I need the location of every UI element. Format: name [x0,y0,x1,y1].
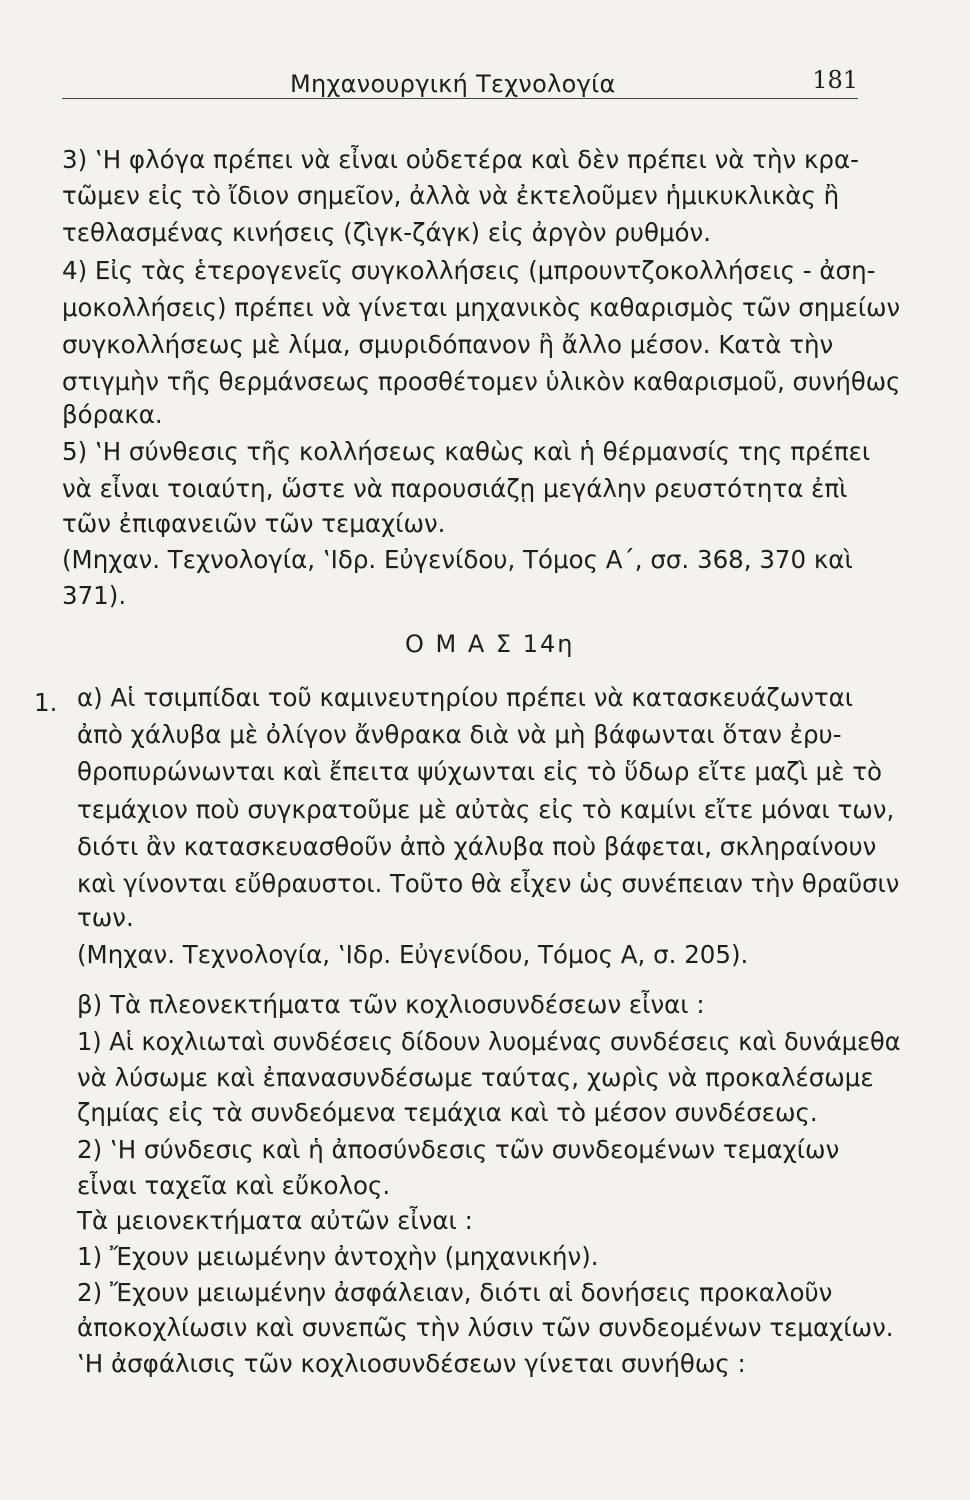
citation-line: (Μηχαν. Τεχνολογία, ‛Ιδρ. Εὐγενίδου, Τόμος Α΄, σσ. 368, 370 καὶ [62,545,853,574]
running-title: Μηχανουργική Τεχνολογία [290,70,616,98]
text-line: 4) Εἰς τὰς ἑτερογενεῖς συγκολλήσεις (μπρουντζοκολλήσεις - ἀση- [62,256,876,285]
text-line: 3) ‛Η φλόγα πρέπει νὰ εἶναι οὐδετέρα καὶ δὲν πρέπει νὰ τὴν κρα- [62,145,859,174]
text-line: συγκολλήσεως μὲ λίμα, σμυριδόπανον ἢ ἄλλο μέσον. Κατὰ τὴν [62,330,834,359]
text-line: τεθλασμένας κινήσεις (ζὶγκ-ζάγκ) εἰς ἀργὸν ρυθμόν. [62,218,712,247]
citation-line: (Μηχαν. Τεχνολογία, ‛Ιδρ. Εὐγενίδου, Τόμος Α, σ. 205). [77,940,749,969]
text-line: νὰ εἶναι τοιαύτη, ὥστε νὰ παρουσιάζῃ μεγάλην ρευστότητα ἐπὶ [62,474,848,503]
text-line: εἶναι ταχεῖα καὶ εὔκολος. [77,1171,391,1200]
text-line: καὶ γίνονται εὔθραυστοι. Τοῦτο θὰ εἶχεν ὡς συνέπειαν τὴν θραῦσιν [77,869,900,898]
text-line: ‛Η ἀσφάλισις τῶν κοχλιοσυνδέσεων γίνεται συνήθως : [77,1349,746,1378]
text-line: θροπυρώνωνται καὶ ἔπειτα ψύχωνται εἰς τὸ ὕδωρ εἴτε μαζὶ μὲ τὸ [77,757,883,786]
text-line: μοκολλήσεις) πρέπει νὰ γίνεται μηχανικὸς καθαρισμὸς τῶν σημείων [62,293,901,322]
text-line: 2) ‛Η σύνδεσις καὶ ἡ ἀποσύνδεσις τῶν συνδεομένων τεμαχίων [77,1135,840,1164]
text-line: ἀπὸ χάλυβα μὲ ὀλίγον ἄνθρακα διὰ νὰ μὴ βάφωνται ὅταν ἐρυ- [77,720,842,749]
text-line: των. [77,903,134,932]
item-number: 1. [34,688,58,717]
text-line: 2) Ἔχουν μειωμένην ἀσφάλειαν, διότι αἱ δονήσεις προκαλοῦν [77,1278,833,1307]
section-heading: Ο Μ Α Σ 14η [405,630,575,658]
text-line: βόρακα. [62,400,163,429]
text-line: τῶν ἐπιφανειῶν τῶν τεμαχίων. [62,509,446,538]
text-line: β) Τὰ πλεονεκτήματα τῶν κοχλιοσυνδέσεων εἶναι : [77,990,705,1019]
text-line: νὰ λύσωμε καὶ ἐπανασυνδέσωμε ταύτας, χωρὶς νὰ προκαλέσωμε [77,1063,874,1092]
text-line: ζημίας εἰς τὰ συνδεόμενα τεμάχια καὶ τὸ μέσον συνδέσεως. [77,1098,818,1127]
text-line: ἀποκοχλίωσιν καὶ συνεπῶς τὴν λύσιν τῶν συνδεομένων τεμαχίων. [77,1313,894,1342]
text-line: Τὰ μειονεκτήματα αὐτῶν εἶναι : [77,1206,473,1235]
text-line: τῶμεν εἰς τὸ ἴδιον σημεῖον, ἀλλὰ νὰ ἐκτελοῦμεν ἡμικυκλικὰς ἢ [62,181,840,210]
citation-line: 371). [62,581,127,610]
text-line: 1) Ἔχουν μειωμένην ἀντοχὴν (μηχανικήν). [77,1242,599,1271]
text-line: 5) ‛Η σύνθεσις τῆς κολλήσεως καθὼς καὶ ἡ θέρμανσίς της πρέπει [62,437,871,466]
page-number: 181 [812,66,858,94]
text-line: στιγμὴν τῆς θερμάνσεως προσθέτομεν ὑλικὸν καθαρισμοῦ, συνήθως [62,367,901,396]
text-line: διότι ἂν κατασκευασθοῦν ἀπὸ χάλυβα ποὺ βάφεται, σκληραίνουν [77,832,877,861]
text-line: τεμάχιον ποὺ συγκρατοῦμε μὲ αὐτὰς εἰς τὸ καμίνι εἴτε μόναι των, [77,795,895,824]
text-line: α) Αἱ τσιμπίδαι τοῦ καμινευτηρίου πρέπει νὰ κατασκευάζωνται [77,683,854,712]
text-line: 1) Αἱ κοχλιωταὶ συνδέσεις δίδουν λυομένας συνδέσεις καὶ δυνάμεθα [77,1027,901,1056]
running-head [62,62,858,99]
